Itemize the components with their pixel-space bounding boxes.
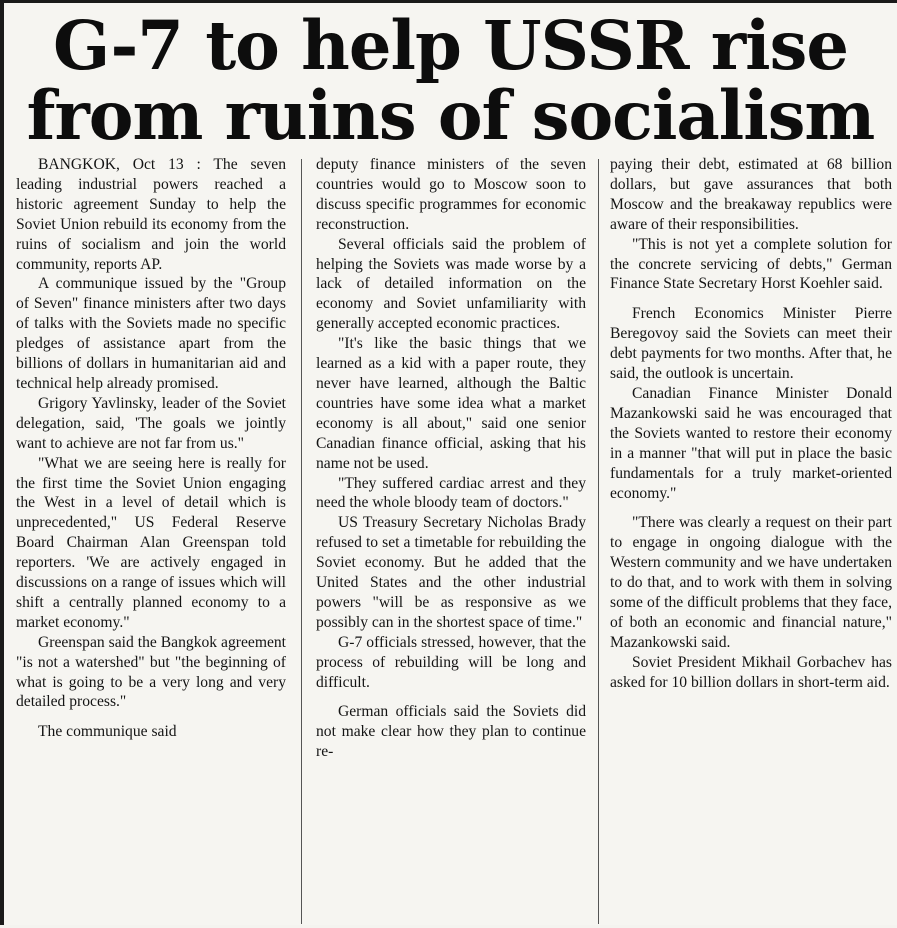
paragraph: "They suffered cardiac arrest and they need the whole bloody team of doctors."	[316, 474, 586, 512]
headline	[4, 3, 897, 155]
headline-line-2: from ruins of socialism	[26, 76, 875, 155]
paragraph: Greenspan said the Bangkok agreement "is not a watershed" but "the beginning of what is going to be a very long and very detailed process."	[16, 633, 286, 711]
paragraph: "There was clearly a request on their part to engage in ongoing dialogue with the Western community and we have undertaken to do that, and to work with them in solving some of the difficult problems that they face, of both an economic and financial nature," Mazankowski said.	[610, 514, 892, 651]
paragraph: Several officials said the problem of helping the Soviets was made worse by a lack of detailed information on the economy and Soviet unfamiliarity with generally accepted economic practices.	[316, 235, 586, 333]
paragraph: "This is not yet a complete solution for the concrete servicing of debts," German Finance State Secretary Horst Koehler said.	[610, 235, 892, 293]
paragraph: US Treasury Secretary Nicholas Brady refused to set a timetable for rebuilding the Soviet economy. But he added that the United States and the other industrial powers "will be as responsive as we possibly can in the shortest space of time."	[316, 514, 586, 631]
paragraph: Canadian Finance Minister Donald Mazankowski said he was encouraged that the Soviets wanted to restore their economy in a manner "that will put in place the basic fundamentals for a truly market-oriented economy."	[610, 384, 892, 502]
paragraph: paying their debt, estimated at 68 billion dollars, but gave assurances that both Moscow and the breakaway republics were aware of their responsibilities.	[610, 156, 892, 233]
headline-line-1: G-7 to help USSR rise	[53, 6, 848, 85]
paragraph: A communique issued by the "Group of Seven" finance ministers after two days of talks with the Soviets made no specific pledges of assistance apart from the billions of dollars in humanitarian aid and technical help already promised.	[16, 275, 286, 392]
paragraph: BANGKOK, Oct 13 : The seven leading industrial powers reached a historic agreement Sunday to help the Soviet Union rebuild its economy from the ruins of socialism and join the world community, reports AP.	[16, 156, 286, 273]
paragraph: Soviet President Mikhail Gorbachev has asked for 10 billion dollars in short-term aid.	[610, 653, 892, 691]
paragraph: G-7 officials stressed, however, that the process of rebuilding will be long and difficult.	[316, 633, 586, 691]
paragraph: "What we are seeing here is really for the first time the Soviet Union engaging the West in a level of detail which is unprecedented," US Federal Reserve Board Chairman Alan Greenspan told reporters. 'We are actively engaged in discussions on a range of issues which will shift a centrally planned economy to a market economy."	[16, 454, 286, 631]
article-column-2	[316, 155, 586, 928]
column-divider	[301, 159, 302, 924]
paragraph: Grigory Yavlinsky, leader of the Soviet delegation, said, 'The goals we jointly want to achieve are not far from us."	[16, 394, 286, 452]
paragraph: German officials said the Soviets did not make clear how they plan to continue re-	[316, 703, 586, 761]
paragraph: "It's like the basic things that we learned as a kid with a paper route, they never have learned, although the Baltic countries have some idea what a market economy is all about," said one senior Canadian finance official, asking that his name not be used.	[316, 335, 586, 472]
paragraph: French Economics Minister Pierre Beregovoy said the Soviets can meet their debt payments for two months. After that, he said, the outlook is uncertain.	[610, 305, 892, 383]
article-columns	[4, 155, 897, 928]
paragraph: The communique said	[38, 723, 177, 741]
article-column-1	[16, 155, 286, 928]
article-column-3	[610, 155, 892, 928]
column-divider	[598, 159, 599, 924]
paragraph: deputy finance ministers of the seven countries would go to Moscow soon to discuss specific programmes for economic reconstruction.	[316, 156, 586, 233]
